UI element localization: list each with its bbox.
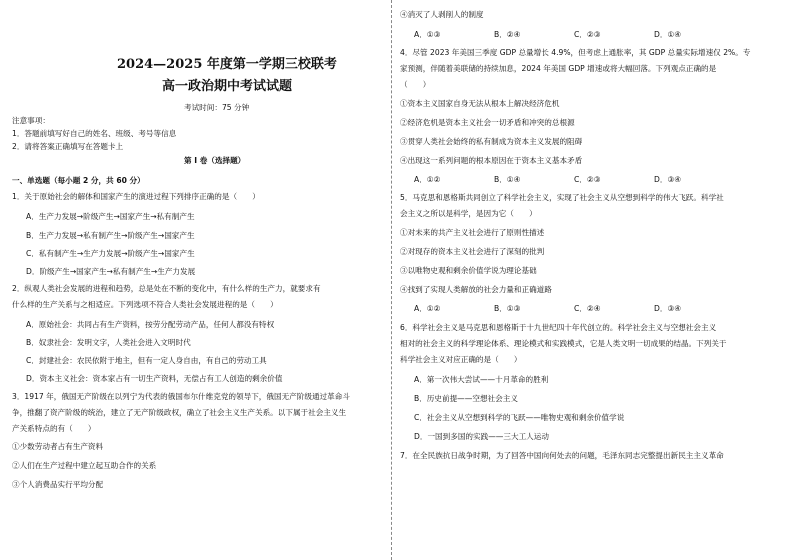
statement-line: ①对未来的共产主义社会进行了原则性描述 [400, 228, 545, 237]
option-line: C．私有制产生→生产力发展→阶级产生→国家产生 [26, 249, 195, 258]
statement-line: ②经济危机是资本主义社会一切矛盾和冲突的总根源 [400, 118, 575, 127]
question-line: （ ） [400, 80, 431, 89]
exam-title: 2024—2025 年度第一学期三校联考 [117, 57, 337, 72]
question-line: 相对的社会主义的科学理论体系、理论模式和实践模式，它是人类文明一切成果的结晶。下列关于 [400, 339, 727, 348]
statement-line: ③贯穿人类社会始终的私有制成为资本主义发展的阻碍 [400, 137, 583, 146]
option-c: C．②③ [574, 30, 601, 39]
question-line: 会主义之所以是科学，是因为它（ ） [400, 209, 537, 218]
column-divider [391, 0, 392, 560]
exam-subtitle: 高一政治期中考试试题 [162, 79, 293, 94]
question-line: 产关系特点的有（ ） [12, 424, 96, 433]
exam-time: 考试时间：75 分钟 [184, 103, 250, 112]
option-c: C．②③ [574, 175, 601, 184]
question-line: 6．科学社会主义是马克思和恩格斯于十九世纪四十年代创立的。科学社会主义与空想社会主义 [400, 323, 717, 332]
question-line: 4．尽管 2023 年美国三季度 GDP 总量增长 4.9%，但考虑上通胀率，其 GDP 总量实际增速仅 2%。专 [400, 48, 751, 57]
note-item: 2．请将答案正确填写在答题卡上 [12, 142, 124, 151]
option-a: A．①② [414, 304, 441, 313]
question-line: 3．1917 年，俄国无产阶级在以列宁为代表的俄国布尔什维克党的领导下，俄国无产阶级通过革命斗 [12, 392, 350, 401]
question-line: 7．在全民族抗日战争时期，为了回答中国向何处去的问题，毛泽东同志完整提出新民主主义革命 [400, 451, 724, 460]
option-line: A．生产力发展→阶级产生→国家产生→私有制产生 [26, 212, 195, 221]
option-b: B．①④ [494, 175, 521, 184]
question-line: 科学社会主义对应正确的是（ ） [400, 355, 522, 364]
option-line: A．第一次伟大尝试——十月革命的胜利 [414, 375, 549, 384]
option-c: C．②④ [574, 304, 601, 313]
question-line: 5．马克思和恩格斯共同创立了科学社会主义，实现了社会主义从空想到科学的伟大飞跃。科学社 [400, 193, 724, 202]
option-line: C．封建社会：农民依附于地主，但有一定人身自由，有自己的劳动工具 [26, 356, 267, 365]
option-line: D．资本主义社会：资本家占有一切生产资料，无偿占有工人创造的剩余价值 [26, 374, 283, 383]
section-title: 第 I 卷（选择题） [184, 156, 246, 165]
statement-line: ④出现这一系列问题的根本原因在于资本主义基本矛盾 [400, 156, 583, 165]
option-line: A．原始社会：共同占有生产资料，按劳分配劳动产品，任何人都没有特权 [26, 320, 275, 329]
question-line: 2．纵观人类社会发展的进程和趋势，总是处在不断的变化中，有什么样的生产力，就要求有 [12, 284, 321, 293]
statement-line: ①少数劳动者占有生产资料 [12, 442, 104, 451]
statement-line: ②人们在生产过程中建立起互助合作的关系 [12, 461, 157, 470]
option-d: D．①④ [654, 30, 682, 39]
question-line: 家预测，伴随着美联储的持续加息，2024 年美国 GDP 增速或将大幅回落。下列观点正确的是 [400, 64, 717, 73]
option-line: B．历史前提——空想社会主义 [414, 394, 518, 403]
question-line: 争，推翻了资产阶级的统治，建立了无产阶级政权，确立了社会主义生产关系。以下属于社会主义生 [12, 408, 347, 417]
statement-line: ④找到了实现人类解放的社会力量和正确道路 [400, 285, 552, 294]
option-a: A．①② [414, 175, 441, 184]
option-a: A．①③ [414, 30, 441, 39]
option-line: B．奴隶社会：发明文字，人类社会进入文明时代 [26, 338, 191, 347]
statement-line: ③个人消费品实行平均分配 [12, 480, 104, 489]
note-item: 1．答题前填写好自己的姓名、班级、考号等信息 [12, 129, 177, 138]
question-line: 1．关于原始社会的解体和国家产生的演进过程下列排序正确的是（ ） [12, 192, 260, 201]
option-line: D．一国到多国的实践——三大工人运动 [414, 432, 549, 441]
option-b: B．②④ [494, 30, 521, 39]
option-line: D．阶级产生→国家产生→私有制产生→生产力发展 [26, 267, 196, 276]
part-heading: 一、单选题（每小题 2 分，共 60 分） [12, 176, 145, 185]
notes-heading: 注意事项： [12, 116, 50, 125]
option-d: D．③④ [654, 175, 682, 184]
statement-line: ③以唯物史观和剩余价值学说为理论基础 [400, 266, 537, 275]
option-line: B．生产力发展→私有制产生→阶级产生→国家产生 [26, 231, 195, 240]
option-line: C．社会主义从空想到科学的飞跃——唯物史观和剩余价值学说 [414, 413, 625, 422]
option-b: B．①③ [494, 304, 521, 313]
option-d: D．③④ [654, 304, 682, 313]
statement-line: ②对现存的资本主义社会进行了深刻的批判 [400, 247, 545, 256]
statement-line: ①资本主义国家自身无法从根本上解决经济危机 [400, 99, 560, 108]
statement-line: ④消灭了人剥削人的制度 [400, 10, 484, 19]
question-line: 什么样的生产关系与之相适应。下列选项不符合人类社会发展进程的是（ ） [12, 300, 278, 309]
